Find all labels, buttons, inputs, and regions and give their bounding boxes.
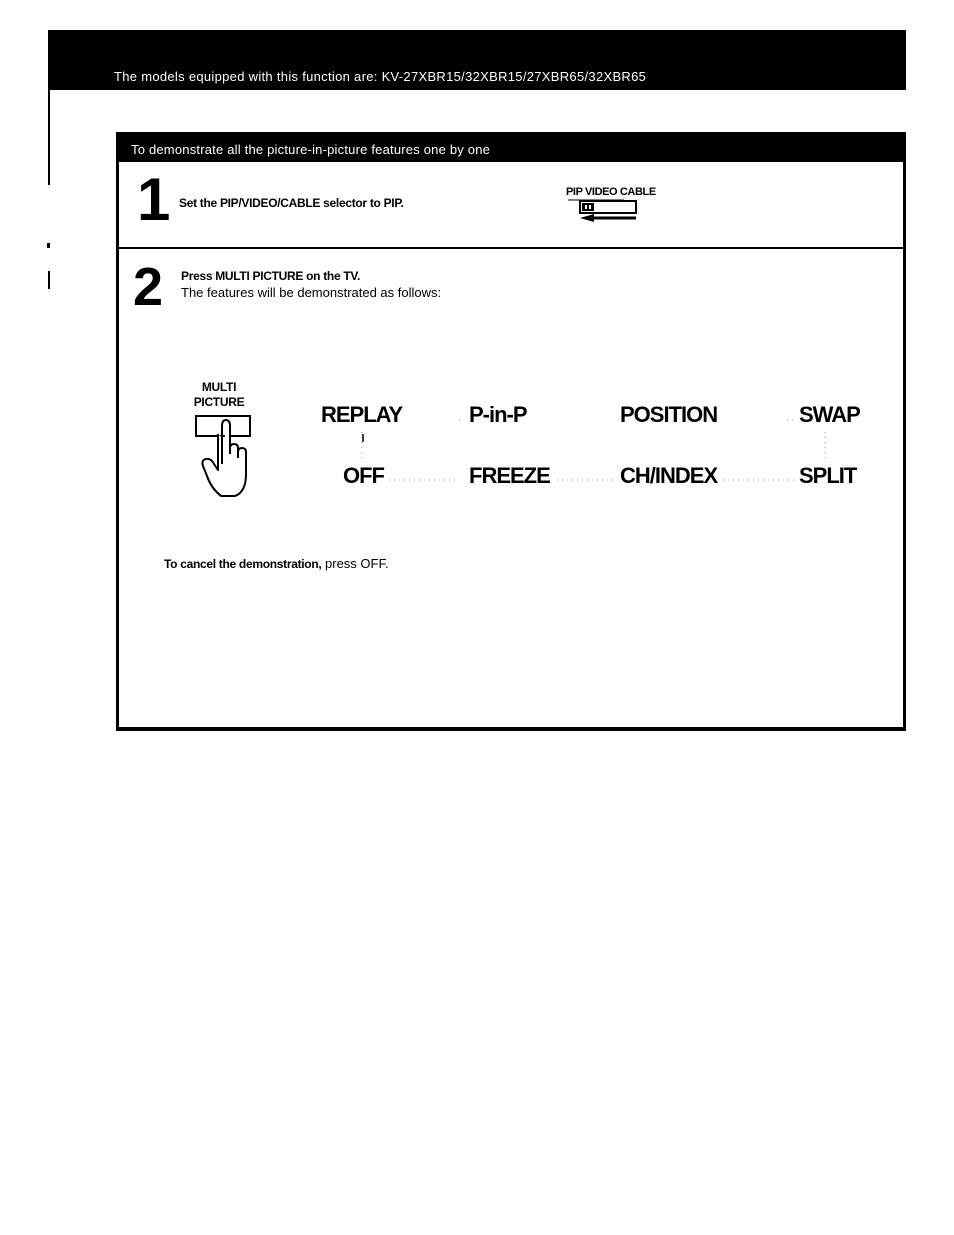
feature-swap: SWAP (799, 402, 860, 427)
feature-freeze: FREEZE (469, 463, 550, 488)
models-banner (48, 30, 906, 90)
step-divider (119, 247, 903, 249)
demo-instructions-box (116, 132, 906, 731)
margin-mark (47, 243, 50, 248)
selector-switch-icon (566, 186, 676, 230)
feature-off: OFF (343, 463, 384, 488)
feature-pinp: P-in-P (469, 402, 527, 427)
sequence-connectors (119, 402, 903, 522)
step-number: 1 (137, 166, 171, 233)
models-text: The models equipped with this function are: KV-27XBR15/32XBR15/27XBR65/32XBR65 (114, 69, 647, 84)
cancel-note: To cancel the demonstration, press OFF. (164, 556, 389, 571)
section-title: To demonstrate all the picture-in-picture features one by one (131, 142, 491, 157)
section-header (116, 132, 906, 162)
feature-position: POSITION (620, 402, 718, 427)
selector-label: PIP VIDEO CABLE (566, 186, 656, 198)
pip-selector-diagram (566, 186, 676, 230)
multi-picture-label: MULTI PICTURE (193, 380, 245, 409)
step-number: 2 (133, 257, 164, 317)
margin-rule (48, 90, 50, 185)
feature-chindex: CH/INDEX (620, 463, 718, 488)
margin-mark (48, 271, 50, 289)
feature-replay: REPLAY (321, 402, 403, 427)
step-description: The features will be demonstrated as follows: (181, 285, 442, 300)
feature-split: SPLIT (799, 463, 857, 488)
step-instruction: Set the PIP/VIDEO/CABLE selector to PIP. (179, 196, 404, 210)
step-instruction: Press MULTI PICTURE on the TV. (181, 269, 361, 283)
